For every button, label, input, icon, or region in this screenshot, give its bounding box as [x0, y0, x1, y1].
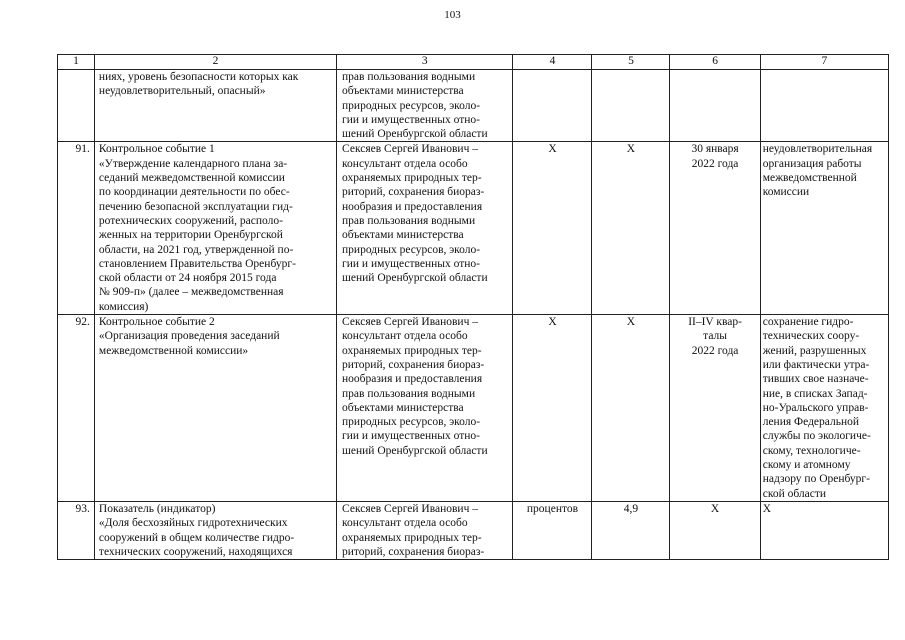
- row-number-cell: 92.: [58, 315, 95, 502]
- risk-cell: [760, 70, 888, 142]
- text-line: ние, в списках Запад-: [762, 387, 868, 400]
- text-line: организация работы: [762, 157, 862, 170]
- text-line: природных ресурсов, эколо-: [342, 416, 481, 429]
- text-line: ления Федеральной: [762, 416, 860, 429]
- text-line: гии и имущественных отно-: [342, 257, 481, 270]
- text-line: межведомственной комиссии»: [98, 344, 249, 357]
- text-line: консультант отдела особо: [342, 330, 468, 343]
- col-2-header: 2: [94, 55, 336, 70]
- text-line: скому и атомному: [762, 459, 851, 472]
- deadline-cell: [670, 142, 760, 315]
- text-line: сохранение гидро-: [762, 316, 854, 329]
- row-number-cell: [58, 70, 95, 142]
- unit-cell: процентов: [513, 501, 592, 559]
- responsible-cell: [337, 315, 513, 502]
- text-line: межведомственной: [762, 172, 857, 185]
- deadline-cell: Х: [670, 501, 760, 559]
- text-line: технических соору-: [762, 330, 860, 343]
- text-line: становлением Правительства Оренбург-: [98, 257, 296, 270]
- text-line: прав пользования водными: [342, 214, 476, 227]
- text-line: седаний межведомственной комиссии: [98, 172, 285, 185]
- col-1-header: 1: [58, 55, 95, 70]
- unit-cell: [513, 70, 592, 142]
- text-line: ниях, уровень безопасности которых как: [98, 71, 299, 83]
- col-7-header: 7: [760, 55, 888, 70]
- text-line: шений Оренбургской области: [342, 128, 488, 141]
- table-row-93: [58, 501, 889, 559]
- responsible-cell: [337, 70, 513, 142]
- text-line: женных на территории Оренбургской: [98, 229, 283, 242]
- text-line: гии и имущественных отно-: [342, 113, 481, 126]
- deadline-cell: [670, 70, 760, 142]
- risk-cell: [760, 315, 888, 502]
- text-line: по координации деятельности по обес-: [98, 186, 290, 199]
- text-line: охраняемых природных тер-: [342, 344, 482, 357]
- unit-cell: Х: [513, 142, 592, 315]
- unit-cell: Х: [513, 315, 592, 502]
- description-cell: [94, 501, 336, 559]
- responsible-cell: [337, 142, 513, 315]
- col-6-header: 6: [670, 55, 760, 70]
- risk-cell: [760, 142, 888, 315]
- text-line: охраняемых природных тер-: [342, 531, 482, 544]
- text-line: области, на 2021 год, утвержденной по-: [98, 243, 294, 256]
- page-number: 103: [444, 9, 461, 21]
- text-line: «Доля бесхозяйных гидротехнических: [98, 517, 288, 530]
- text-line: ротехнических сооружений, располо-: [98, 214, 283, 227]
- text-line: талы: [703, 330, 727, 343]
- description-cell: [94, 70, 336, 142]
- text-line: Сексяев Сергей Иванович –: [342, 316, 478, 329]
- text-line: 2022 года: [691, 344, 739, 357]
- value-cell: 4,9: [592, 501, 670, 559]
- text-line: прав пользования водными: [342, 71, 476, 83]
- responsible-cell: [337, 501, 513, 559]
- text-line: Сексяев Сергей Иванович –: [342, 502, 478, 515]
- col-5-header: 5: [592, 55, 670, 70]
- text-line: охраняемых природных тер-: [342, 172, 482, 185]
- text-line: Контрольное событие 1: [98, 143, 215, 156]
- text-line: природных ресурсов, эколо-: [342, 99, 481, 112]
- text-line: ской области: [762, 487, 827, 500]
- column-number-header: [58, 55, 889, 70]
- text-line: риторий, сохранения биораз-: [342, 545, 485, 558]
- text-line: неудовлетворительная: [762, 143, 873, 156]
- text-line: 2022 года: [691, 157, 739, 170]
- text-line: объектами министерства: [342, 85, 464, 98]
- value-cell: Х: [592, 315, 670, 502]
- measures-table: [57, 54, 889, 560]
- text-line: но-Уральского управ-: [762, 401, 869, 414]
- text-line: «Организация проведения заседаний: [98, 330, 280, 343]
- text-line: комиссия): [98, 300, 149, 313]
- table-row-92: [58, 315, 889, 502]
- table-row-91: [58, 142, 889, 315]
- text-line: прав пользования водными: [342, 387, 476, 400]
- text-line: гии и имущественных отно-: [342, 430, 481, 443]
- text-line: жений, разрушенных: [762, 344, 867, 357]
- table-row-continued: [58, 70, 889, 142]
- text-line: 30 января: [691, 143, 739, 156]
- col-4-header: 4: [513, 55, 592, 70]
- text-line: «Утверждение календарного плана за-: [98, 157, 288, 170]
- col-3-header: 3: [337, 55, 513, 70]
- text-line: комиссии: [762, 186, 810, 199]
- text-line: Контрольное событие 2: [98, 316, 215, 329]
- text-line: скому, технологиче-: [762, 444, 861, 457]
- text-line: риторий, сохранения биораз-: [342, 358, 485, 371]
- text-line: или фактически утра-: [762, 358, 870, 371]
- text-line: объектами министерства: [342, 229, 464, 242]
- text-line: шений Оренбургской области: [342, 444, 488, 457]
- text-line: неудовлетворительный, опасный»: [98, 85, 266, 98]
- deadline-cell: [670, 315, 760, 502]
- text-line: нообразия и предоставления: [342, 200, 483, 213]
- text-line: № 909-п» (далее – межведомственная: [98, 286, 284, 299]
- row-number-cell: 93.: [58, 501, 95, 559]
- text-line: нообразия и предоставления: [342, 373, 483, 386]
- text-line: консультант отдела особо: [342, 517, 468, 530]
- text-line: печению безопасной эксплуатации гид-: [98, 200, 293, 213]
- text-line: шений Оренбургской области: [342, 272, 488, 285]
- row-number-cell: 91.: [58, 142, 95, 315]
- text-line: консультант отдела особо: [342, 157, 468, 170]
- description-cell: [94, 315, 336, 502]
- text-line: технических сооружений, находящихся: [98, 545, 293, 558]
- value-cell: [592, 70, 670, 142]
- value-cell: Х: [592, 142, 670, 315]
- text-line: службы по экологиче-: [762, 430, 871, 443]
- text-line: природных ресурсов, эколо-: [342, 243, 481, 256]
- text-line: надзору по Оренбург-: [762, 473, 870, 486]
- text-line: Показатель (индикатор): [98, 502, 216, 515]
- text-line: сооружений в общем количестве гидро-: [98, 531, 295, 544]
- text-line: объектами министерства: [342, 401, 464, 414]
- text-line: II–IV квар-: [688, 316, 742, 329]
- text-line: риторий, сохранения биораз-: [342, 186, 485, 199]
- text-line: Сексяев Сергей Иванович –: [342, 143, 478, 156]
- text-line: ской области от 24 ноября 2015 года: [98, 272, 277, 285]
- risk-cell: Х: [760, 501, 888, 559]
- description-cell: [94, 142, 336, 315]
- text-line: тивших свое назначе-: [762, 373, 869, 386]
